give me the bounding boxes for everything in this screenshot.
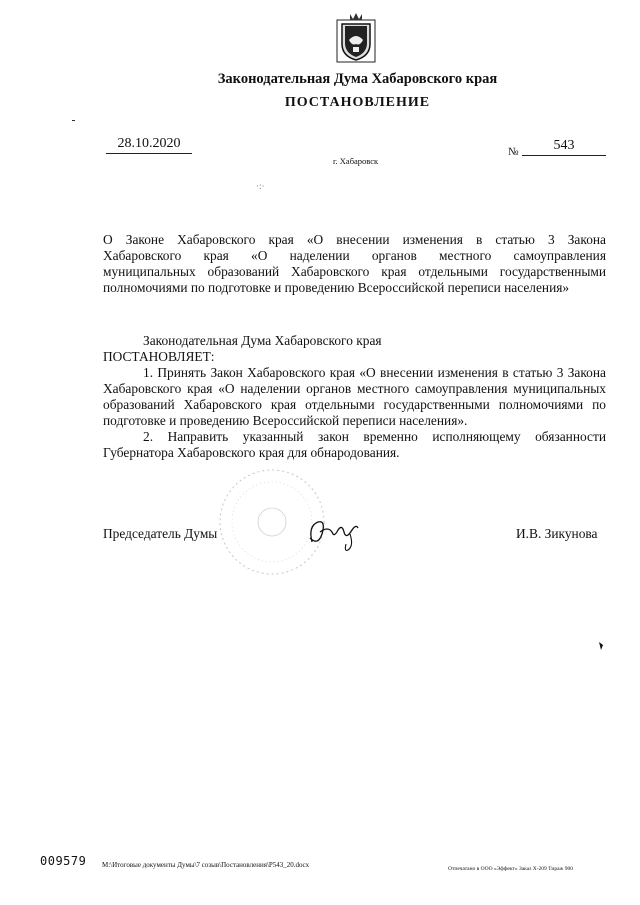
signatory-name: И.В. Зикунова xyxy=(516,526,598,541)
decree-item-2: 2. Направить указанный закон временно исполняющему обязанности Губернатора Хабаровского края для обнародования. xyxy=(103,429,606,460)
print-info: Отпечатано в ООО «Эффект» Заказ Х-209 Тираж 900 xyxy=(448,866,573,872)
decree-item-1: 1. Принять Закон Хабаровского края «О внесении изменения в статью 3 Закона Хабаровского края «О наделении органов местного самоуправления муниципальных образований Хабаровского края отдельными государственными полномочиями по подготовке и проведению Всероссийской переписи населения». xyxy=(103,365,606,428)
document-type: ПОСТАНОВЛЕНИЕ xyxy=(284,95,431,110)
file-path: М:\Итоговые документы Думы\7 созыв\Постановления\Р543_20.docx xyxy=(102,861,310,869)
decree-word: ПОСТАНОВЛЯЕТ: xyxy=(103,349,215,364)
document-number: 543 xyxy=(522,138,606,156)
document-subject xyxy=(103,232,606,296)
signatory-title: Председатель Думы xyxy=(103,526,218,541)
document-date: 28.10.2020 xyxy=(106,136,192,154)
number-sign: № xyxy=(508,146,519,158)
handwritten-signature xyxy=(300,512,370,552)
subject-line: муниципальных образований Хабаровского края отдельными государственными xyxy=(103,264,606,279)
scan-speck: ·:· xyxy=(256,181,265,191)
subject-line: О Законе Хабаровского края «О внесении изменения в статью 3 Закона xyxy=(103,232,606,247)
subject-line: полномочиями по подготовке и проведению Всероссийской переписи населения» xyxy=(103,280,570,295)
document-code: 009579 xyxy=(40,854,87,868)
decree-intro: Законодательная Дума Хабаровского края xyxy=(143,333,382,348)
subject-line: Хабаровского края «О наделении органов местного самоуправления xyxy=(103,248,606,263)
scan-mark xyxy=(598,641,604,651)
city-label: г. Хабаровск xyxy=(333,156,379,166)
margin-mark xyxy=(72,120,75,121)
coat-of-arms-emblem xyxy=(336,10,376,64)
organization-name: Законодательная Дума Хабаровского края xyxy=(217,71,498,87)
